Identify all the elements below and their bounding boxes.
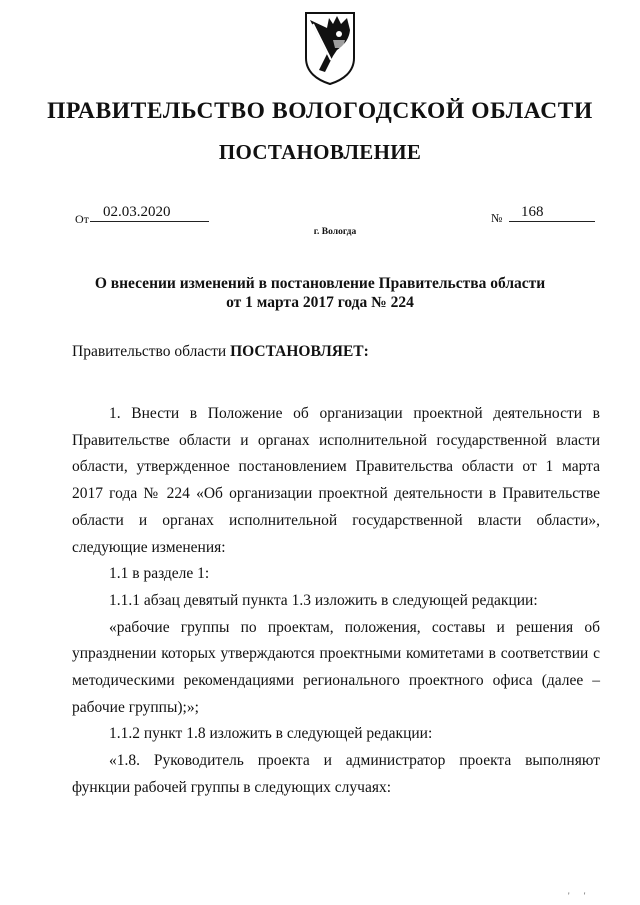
date-field: 02.03.2020	[90, 204, 209, 222]
scan-marks: ' '	[568, 891, 592, 901]
number-field: 168	[509, 204, 595, 222]
document-type-title: ПОСТАНОВЛЕНИЕ	[218, 140, 422, 164]
date-label: От	[75, 212, 89, 226]
paragraph: «1.8. Руководитель проекта и администратор проекта выполняют функции рабочей группы в следующих случаях:	[72, 752, 600, 796]
paragraph: 1.1.1 абзац девятый пункта 1.3 изложить в следующей редакции:	[109, 591, 538, 609]
paragraph: 1. Внести в Положение об организации проектной деятельности в Правительстве области и органах исполнительной государственной власти области, утвержденное постановлением Правительства области от 1 марта 2017 года № 224 «Об организации проектной деятельности в Правительстве области и органах исполнительной государственной власти области», следующие изменения:	[72, 405, 600, 556]
document-subject	[0, 274, 640, 312]
subject-line-1: О внесении изменений в постановление Правительства области	[94, 275, 546, 292]
paragraph: 1.1.2 пункт 1.8 изложить в следующей редакции:	[109, 725, 433, 743]
decree-keyword: ПОСТАНОВЛЯЕТ:	[230, 343, 369, 360]
city-label: г. Вологда	[313, 227, 357, 237]
decree-prefix: Правительство области	[72, 343, 231, 360]
document-body	[72, 401, 600, 802]
paragraph: «рабочие группы по проектам, положения, составы и решения об упразднении которых утверждаются проектными комитетами в соответствии с методическими рекомендациями регионального проектного офиса (далее – рабочие группы);»;	[72, 618, 600, 716]
coat-of-arms-icon	[303, 10, 357, 86]
subject-line-2: от 1 марта 2017 года № 224	[226, 294, 414, 311]
number-label: №	[491, 211, 503, 225]
paragraph: 1.1 в разделе 1:	[109, 565, 210, 583]
decree-statement	[72, 343, 369, 361]
government-title: ПРАВИТЕЛЬСТВО ВОЛОГОДСКОЙ ОБЛАСТИ	[47, 98, 593, 124]
